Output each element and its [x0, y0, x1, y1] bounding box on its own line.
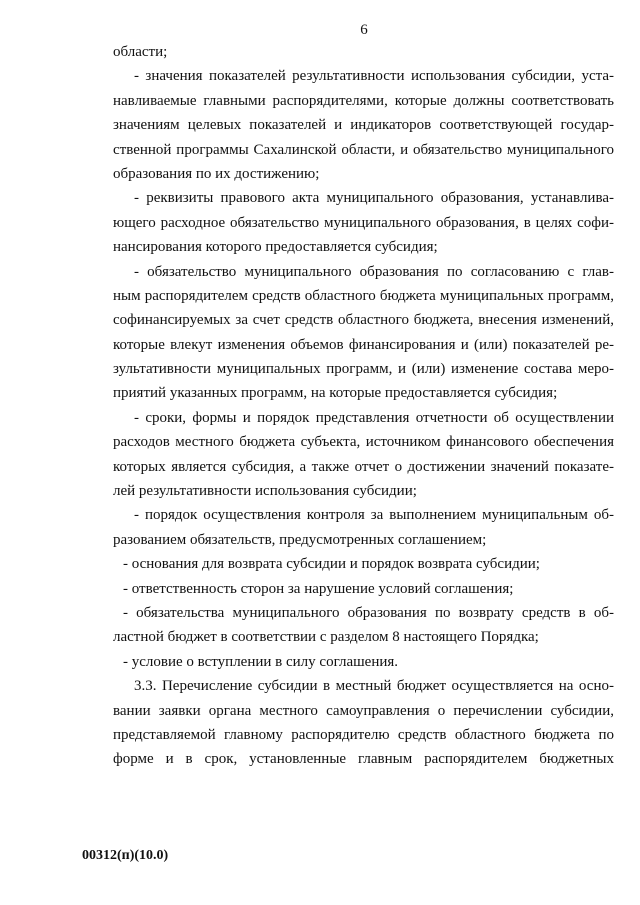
text-line: лей результативности использования субсидии;	[113, 483, 417, 500]
text-line: - ответственность сторон за нарушение условий соглашения;	[123, 580, 514, 597]
text-line: - порядок осуществления контроля за выполнением муниципальным об-	[134, 507, 614, 524]
text-line: нансирования которого предоставляется субсидия;	[113, 239, 438, 256]
text-line: области;	[113, 44, 168, 60]
text-line: которые влекут изменения объемов финансирования и (или) показателей ре-	[113, 336, 614, 353]
text-line: навливаемые главными распорядителями, которые должны соответствовать	[113, 92, 614, 109]
text-line: - условие о вступлении в силу соглашения.	[123, 653, 399, 670]
text-line: представляемой главному распорядителю средств областного бюджета по	[113, 726, 614, 743]
text-line: - обязательство муниципального образования по согласованию с глав-	[134, 263, 614, 280]
document-code: 00312(п)(10.0)	[82, 848, 169, 863]
text-line: расходов местного бюджета субъекта, источником финансового обеспечения	[113, 434, 614, 451]
text-line: 3.3. Перечисление субсидии в местный бюджет осуществляется на осно-	[134, 678, 614, 695]
document-body	[113, 40, 614, 772]
text-line: значениям целевых показателей и индикаторов соответствующей государ-	[113, 117, 614, 134]
text-line: разованием обязательств, предусмотренных соглашением;	[113, 531, 487, 548]
text-line: ным распорядителем средств областного бюджета муниципальных программ,	[113, 287, 614, 304]
text-line: приятий указанных программ, на которые предоставляется субсидия;	[113, 385, 558, 402]
text-line: - реквизиты правового акта муниципального образования, устанавлива-	[134, 190, 614, 207]
text-line: вании заявки органа местного самоуправления о перечислении субсидии,	[113, 702, 614, 719]
text-line: образования по их достижению;	[113, 165, 320, 182]
text-line: зультативности муниципальных программ, и (или) изменение состава меро-	[113, 361, 614, 378]
text-line: форме и в срок, установленные главным распорядителем бюджетных	[113, 751, 614, 768]
text-line: ственной программы Сахалинской области, и обязательство муниципального	[113, 141, 614, 158]
text-line: которых является субсидия, а также отчет о достижении значений показате-	[113, 458, 614, 475]
page-number: 6	[360, 22, 368, 38]
text-line: - сроки, формы и порядок представления отчетности об осуществлении	[134, 409, 614, 426]
text-line: ющего расходное обязательство муниципального образования, в целях софи-	[113, 214, 614, 231]
text-line: ластной бюджет в соответствии с разделом 8 настоящего Порядка;	[113, 629, 539, 646]
text-line: - значения показателей результативности использования субсидии, уста-	[134, 68, 614, 85]
text-line: софинансируемых за счет средств областного бюджета, внесения изменений,	[113, 312, 614, 329]
text-line: - основания для возврата субсидии и порядок возврата субсидии;	[123, 556, 540, 573]
text-line: - обязательства муниципального образования по возврату средств в об-	[123, 604, 614, 621]
